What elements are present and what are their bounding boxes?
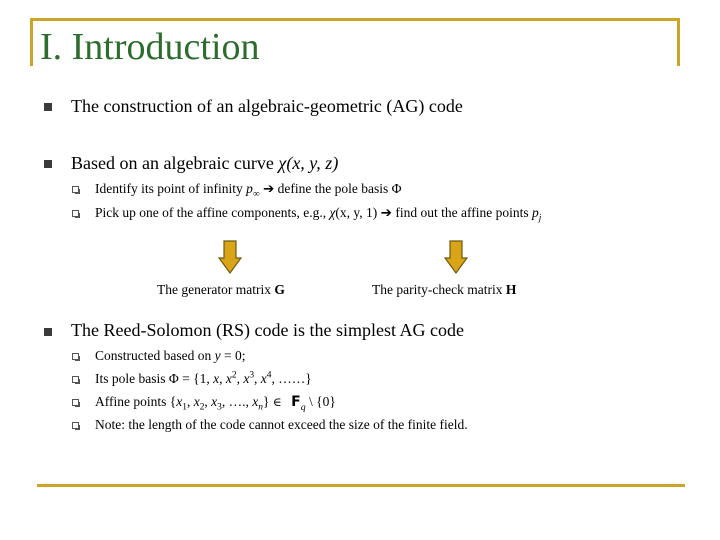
sub-bullet-affine-points: Affine points {$x_1$, $x_2$, $x_3$, …., $x_n$} ∈ $F_q$ \ {0} (95, 394, 336, 413)
bullet-reed-solomon: The Reed-Solomon (RS) code is the simplest AG code (71, 320, 464, 340)
sub-bullet-constructed: Constructed based on y = 0; (95, 348, 246, 363)
bullet-algebraic-curve: Based on an algebraic curve χ(x, y, z) (71, 153, 339, 173)
arrow-right-icon: ➔ (380, 205, 392, 220)
sub-bullet-code-length-note: Note: the length of the code cannot exceed the size of the finite field. (95, 417, 468, 432)
sub-bullet-affine-components: Pick up one of the affine components, e.g., χ(x, y, 1) ➔ find out the affine points $p_j$ (95, 205, 542, 224)
frame-top-border (30, 18, 677, 21)
slide-title: I. Introduction (40, 26, 260, 68)
sub-bullet-marker (72, 353, 79, 360)
sub-bullet-marker (72, 376, 79, 383)
sub-bullet-marker (72, 186, 79, 193)
bottom-rule (37, 484, 685, 487)
down-arrow-icon-right (444, 240, 468, 274)
bullet-marker-2 (44, 160, 52, 168)
frame-right-border (677, 18, 680, 66)
arrow-right-icon: ➔ (262, 181, 275, 196)
sub-bullet-marker (72, 422, 79, 429)
finite-field-symbol: $F_q$ (291, 394, 306, 413)
down-arrow-icon-left (218, 240, 242, 274)
sub-bullet-marker (72, 210, 79, 217)
frame-left-border (30, 18, 33, 66)
bullet-ag-construction: The construction of an algebraic-geometric (AG) code (71, 96, 463, 116)
bullet-marker-3 (44, 328, 52, 336)
caption-generator-matrix: The generator matrix G (157, 282, 285, 297)
sub-bullet-pole-basis: Its pole basis Φ = {1, x, $x^2$, $x^3$, $x^4$, ……} (95, 370, 312, 386)
sub-bullet-point-of-infinity: Identify its point of infinity $p_\infty$ ➔ define the pole basis Φ (95, 181, 402, 200)
caption-parity-check-matrix: The parity-check matrix H (372, 282, 517, 297)
bullet-marker-1 (44, 103, 52, 111)
element-of-symbol: ∈ (272, 395, 282, 409)
sub-bullet-marker (72, 399, 79, 406)
